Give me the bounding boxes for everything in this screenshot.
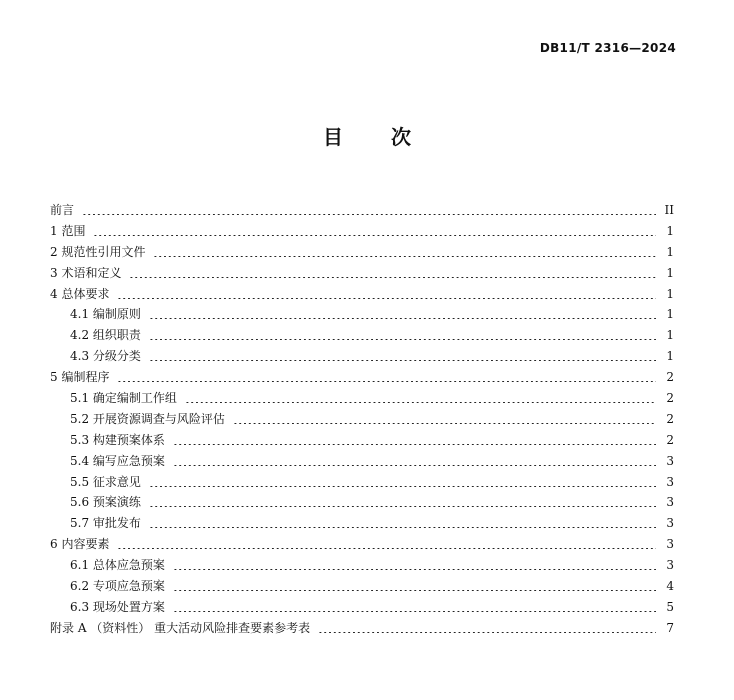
toc-entry-label: 6 内容要素 — [50, 537, 110, 552]
toc-entry-organizational-responsibilities[interactable] — [50, 325, 674, 346]
dot-leader — [117, 548, 656, 549]
toc-page-number: 7 — [666, 620, 674, 635]
toc-page-number: 3 — [666, 474, 674, 489]
toc-page-number: 4 — [666, 579, 674, 594]
toc-page-number: 3 — [666, 558, 674, 573]
toc-page-number: 5 — [666, 599, 674, 614]
toc-entry-plan-system[interactable] — [50, 430, 674, 451]
toc-entry-resource-risk-assessment[interactable] — [50, 409, 674, 430]
dot-leader — [149, 486, 656, 487]
toc-page-number: II — [664, 203, 674, 217]
toc-entry-appendix-a[interactable] — [50, 618, 674, 639]
toc-page-number: 1 — [666, 307, 674, 322]
toc-page-number: 3 — [666, 537, 674, 552]
toc-entry-label: 5.2 开展资源调查与风险评估 — [70, 411, 225, 426]
dot-leader — [173, 590, 656, 591]
toc-page-number: 2 — [666, 411, 674, 426]
toc-entry-write-emergency-plan[interactable] — [50, 451, 674, 472]
toc-entry-classification[interactable] — [50, 346, 674, 367]
toc-entry-label: 2 规范性引用文件 — [50, 244, 146, 259]
toc-entry-label: 4.1 编制原则 — [70, 307, 141, 322]
toc-page-number: 1 — [666, 286, 674, 301]
toc-entry-on-site-response-plan[interactable] — [50, 597, 674, 618]
toc-page-number: 1 — [666, 328, 674, 343]
toc-title — [0, 121, 734, 150]
dot-leader — [233, 423, 656, 424]
toc-page-number: 1 — [666, 265, 674, 280]
toc-entry-label: 1 范围 — [50, 223, 86, 238]
dot-leader — [149, 318, 656, 319]
toc-entry-label: 6.1 总体应急预案 — [70, 558, 165, 573]
dot-leader — [117, 298, 656, 299]
dot-leader — [173, 611, 656, 612]
toc-title-left: 目 — [323, 125, 343, 149]
dot-leader — [149, 506, 656, 507]
dot-leader — [149, 527, 656, 528]
toc-entry-label: 5.3 构建预案体系 — [70, 432, 165, 447]
dot-leader — [149, 360, 656, 361]
toc-entry-label: 6.2 专项应急预案 — [70, 579, 165, 594]
dot-leader — [173, 444, 656, 445]
dot-leader — [93, 235, 656, 236]
dot-leader — [153, 256, 656, 257]
toc-entry-approval-release[interactable] — [50, 513, 674, 534]
toc-entry-label: 5.6 预案演练 — [70, 495, 141, 510]
dot-leader — [117, 381, 656, 382]
toc-title-right: 次 — [391, 125, 411, 149]
toc-entry-label: 5 编制程序 — [50, 370, 110, 385]
toc-entry-foreword[interactable] — [50, 200, 674, 221]
toc-entry-label: 4.2 组织职责 — [70, 328, 141, 343]
dot-leader — [82, 214, 656, 215]
dot-leader — [318, 632, 656, 633]
toc-entry-solicit-opinions[interactable] — [50, 472, 674, 493]
toc-page-number: 2 — [666, 391, 674, 406]
toc-page-number: 3 — [666, 453, 674, 468]
toc-page-number: 2 — [666, 370, 674, 385]
toc-entry-special-emergency-plan[interactable] — [50, 576, 674, 597]
toc-page-number: 1 — [666, 223, 674, 238]
toc-page-number: 2 — [666, 432, 674, 447]
toc-entry-label: 5.5 征求意见 — [70, 474, 141, 489]
dot-leader — [129, 277, 656, 278]
toc-entry-label: 5.4 编写应急预案 — [70, 453, 165, 468]
toc-entry-label: 5.1 确定编制工作组 — [70, 391, 177, 406]
toc-entry-general-requirements[interactable] — [50, 284, 674, 305]
toc-entry-normative-references[interactable] — [50, 242, 674, 263]
toc-entry-scope[interactable] — [50, 221, 674, 242]
toc-page-number: 1 — [666, 349, 674, 364]
toc-entry-plan-drill[interactable] — [50, 492, 674, 513]
toc-entry-label: 4 总体要求 — [50, 286, 110, 301]
dot-leader — [149, 339, 656, 340]
toc-page-number: 3 — [666, 516, 674, 531]
toc-entry-content-elements[interactable] — [50, 534, 674, 555]
toc-entry-working-group[interactable] — [50, 388, 674, 409]
toc-entry-label: 前言 — [50, 203, 75, 217]
toc-entry-label: 4.3 分级分类 — [70, 349, 141, 364]
toc-entry-label: 附录 A （资料性） 重大活动风险排查要素参考表 — [50, 620, 311, 635]
toc-entry-general-emergency-plan[interactable] — [50, 555, 674, 576]
toc-page-number: 3 — [666, 495, 674, 510]
table-of-contents — [50, 200, 674, 639]
dot-leader — [173, 569, 656, 570]
toc-entry-label: 3 术语和定义 — [50, 265, 122, 280]
toc-entry-label: 5.7 审批发布 — [70, 516, 141, 531]
dot-leader — [173, 465, 656, 466]
toc-entry-compilation-procedure[interactable] — [50, 367, 674, 388]
toc-entry-terms-definitions[interactable] — [50, 263, 674, 284]
toc-entry-label: 6.3 现场处置方案 — [70, 599, 165, 614]
toc-page-number: 1 — [666, 244, 674, 259]
toc-entry-compilation-principles[interactable] — [50, 304, 674, 325]
dot-leader — [185, 402, 656, 403]
document-code: DB11/T 2316—2024 — [539, 41, 676, 55]
